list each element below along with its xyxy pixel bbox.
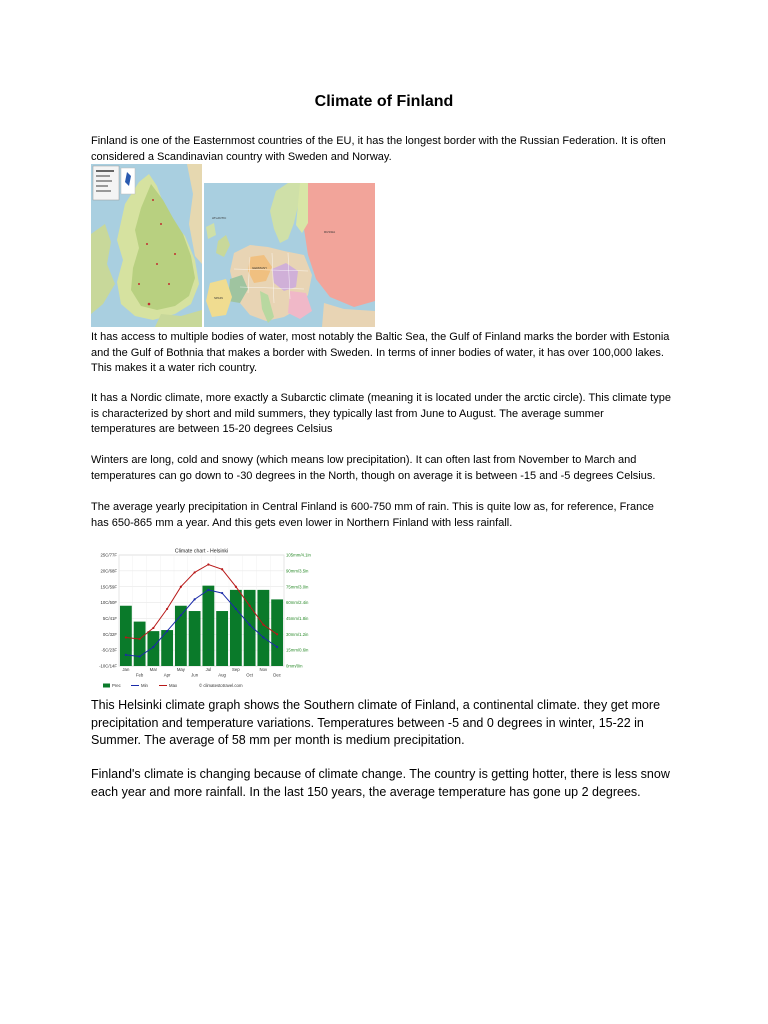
- legend-max-label: Max: [169, 683, 178, 688]
- x-tick-label: Apr: [163, 672, 171, 678]
- x-tick-label: Dec: [273, 672, 281, 678]
- precip-bar: [189, 611, 201, 666]
- helsinki-graph-paragraph: This Helsinki climate graph shows the Southern climate of Finland, a continental climate. they get more precipitation and temperature variations. Temperatures between -5 and 0 degrees in winter, 15-22 in Summer. The average of 58 mm per month is medium precipitation.: [91, 698, 661, 747]
- chart-title: Climate chart - Helsinki: [174, 548, 229, 555]
- precip-bar: [120, 606, 132, 666]
- right-tick-label: 105mm/4.1in: [286, 552, 311, 558]
- legend-prec-swatch: [103, 684, 110, 688]
- right-tick-label: 30mm/1.2in: [286, 631, 309, 637]
- svg-text:GERMANY: GERMANY: [252, 266, 268, 270]
- x-tick-label: Feb: [135, 672, 144, 678]
- min-temp-point: [249, 624, 251, 626]
- min-temp-point: [139, 655, 141, 657]
- chart-source-label: © climatestotravel.com: [199, 683, 243, 688]
- left-tick-label: 10C/50F: [100, 600, 117, 606]
- max-temp-point: [180, 586, 182, 588]
- precip-bar: [147, 631, 159, 666]
- max-temp-point: [207, 563, 209, 565]
- right-tick-label: 90mm/3.5in: [286, 568, 309, 574]
- precip-bar: [230, 590, 242, 666]
- max-temp-point: [166, 608, 168, 610]
- max-temp-point: [125, 636, 127, 638]
- precip-bar: [134, 622, 146, 666]
- intro-paragraph: Finland is one of the Easternmost countries of the EU, it has the longest border with the Russian Federation. It is often considered a Scandinavian country with Sweden and Norway.: [91, 135, 666, 163]
- left-tick-label: 5C/41F: [102, 616, 117, 622]
- precip-bar: [271, 599, 283, 666]
- x-tick-label: Jun: [191, 672, 199, 678]
- x-tick-label: Mar: [149, 667, 158, 672]
- x-tick-label: Oct: [246, 672, 253, 678]
- svg-text:SPAIN: SPAIN: [214, 296, 223, 300]
- max-temp-point: [249, 605, 251, 607]
- max-temp-point: [139, 638, 141, 640]
- min-temp-point: [235, 608, 237, 610]
- x-tick-label: May: [176, 667, 185, 672]
- left-tick-label: 15C/59F: [100, 584, 117, 590]
- min-temp-point: [276, 646, 278, 648]
- right-tick-label: 75mm/3.0in: [286, 584, 309, 590]
- nordic-climate-paragraph: It has a Nordic climate, more exactly a Subarctic climate (meaning it is located under the arctic circle). This climate type is characterized by short and mild summers, they typically last from June to August. The average summer temperatures are between 15-20 degrees Celsius: [91, 392, 671, 435]
- min-temp-point: [194, 598, 196, 600]
- right-tick-label: 45mm/1.8in: [286, 616, 309, 622]
- x-tick-label: Jul: [205, 667, 212, 672]
- max-temp-point: [194, 571, 196, 573]
- min-temp-point: [180, 614, 182, 616]
- min-temp-point: [262, 636, 264, 638]
- precipitation-paragraph: The average yearly precipitation in Central Finland is 600-750 mm of rain. This is quite low as, for reference, France has 650-865 mm a year. And this gets even lower in Northern Finland with less rainfall.: [91, 501, 654, 529]
- max-temp-point: [221, 568, 223, 570]
- max-temp-point: [152, 627, 154, 629]
- x-tick-label: Sep: [232, 667, 240, 672]
- helsinki-climate-chart: [91, 545, 321, 695]
- right-tick-label: 15mm/0.6in: [286, 647, 309, 653]
- climate-change-paragraph: Finland's climate is changing because of climate change. The country is getting hotter, there is less snow each year and more rainfall. In the last 150 years, the average temperature has gone up 2 degrees.: [91, 767, 670, 799]
- legend-prec-label: Prec: [112, 683, 121, 688]
- left-tick-label: 0C/32F: [102, 631, 117, 637]
- max-temp-point: [262, 624, 264, 626]
- page-title: Climate of Finland: [314, 93, 454, 110]
- right-tick-label: 60mm/2.4in: [286, 600, 309, 606]
- left-tick-label: -5C/23F: [101, 647, 117, 653]
- precip-bar: [202, 586, 214, 666]
- finland-map-image: [91, 164, 202, 327]
- left-tick-label: -10C/14F: [99, 663, 117, 669]
- winters-paragraph: Winters are long, cold and snowy (which means low precipitation). It can often last from November to March and temperatures can go down to -30 degrees in the North, though on average it is between -15 and -5 degrees Celsius.: [91, 454, 656, 482]
- min-temp-point: [221, 592, 223, 594]
- left-tick-label: 25C/77F: [100, 552, 117, 558]
- min-temp-point: [152, 646, 154, 648]
- max-temp-point: [235, 586, 237, 588]
- min-temp-point: [207, 589, 209, 591]
- max-temp-point: [276, 633, 278, 635]
- svg-text:ATLANTIC: ATLANTIC: [212, 216, 227, 220]
- svg-text:RUSSIA: RUSSIA: [324, 230, 336, 234]
- left-tick-label: 20C/68F: [100, 568, 117, 574]
- min-temp-point: [166, 630, 168, 632]
- x-tick-label: Aug: [218, 672, 226, 678]
- europe-map-image: [204, 183, 375, 327]
- x-tick-label: Nov: [259, 667, 268, 672]
- precip-bar: [244, 590, 256, 666]
- x-tick-label: Jan: [122, 667, 130, 672]
- water-paragraph: It has access to multiple bodies of water, most notably the Baltic Sea, the Gulf of Finland marks the border with Estonia and the Gulf of Bothnia that makes a border with Sweden. In terms of inner bodies of water, it has over 100,000 lakes. This makes it a water rich country.: [91, 331, 670, 374]
- legend-min-label: Min: [141, 683, 148, 688]
- precip-bar: [216, 611, 228, 666]
- min-temp-point: [125, 654, 127, 656]
- right-tick-label: 0mm/0in: [286, 663, 303, 669]
